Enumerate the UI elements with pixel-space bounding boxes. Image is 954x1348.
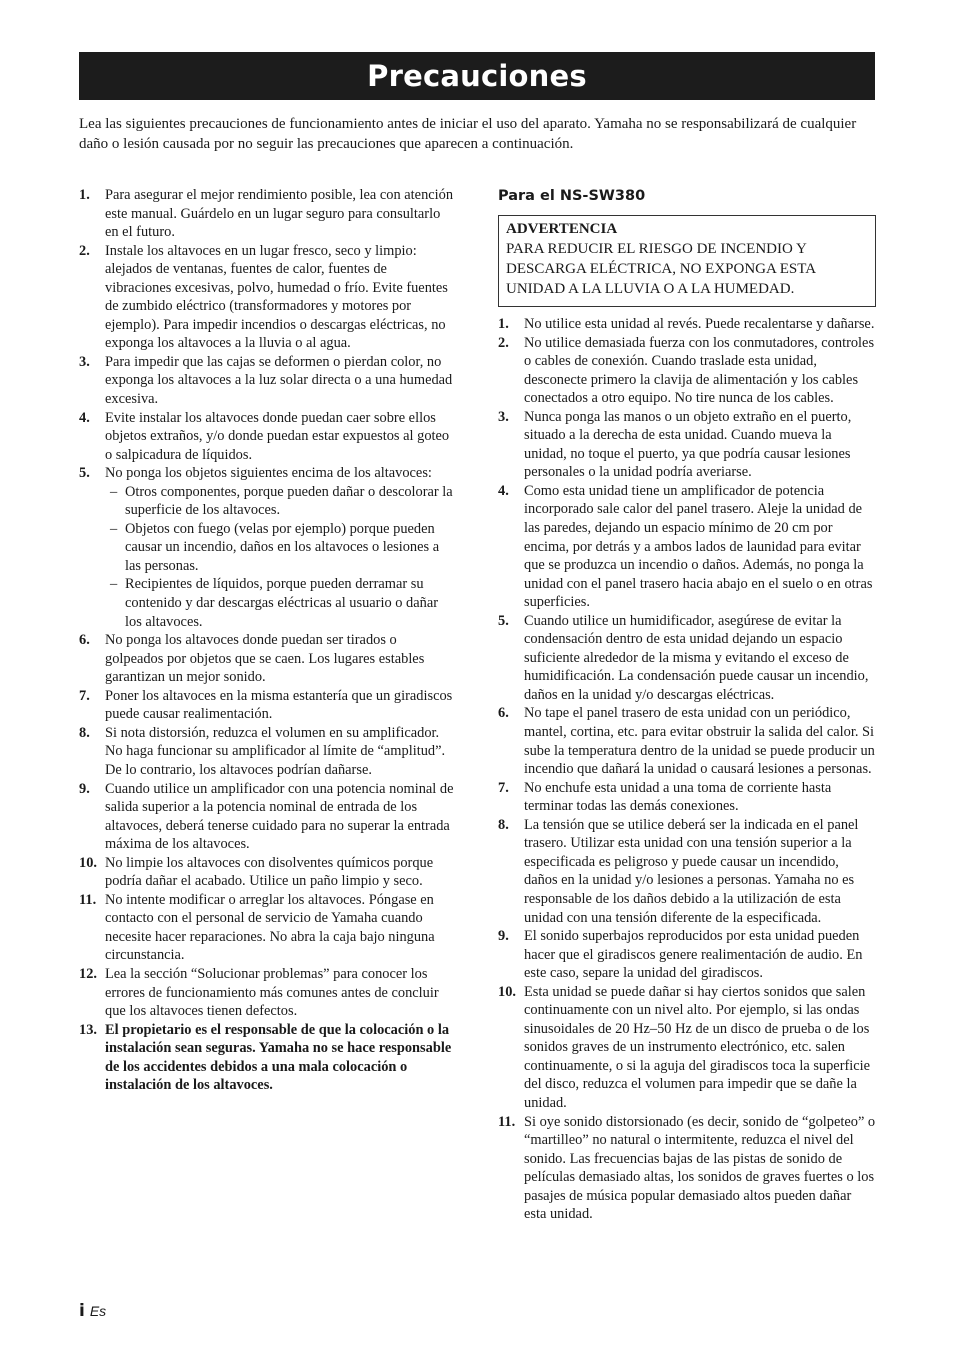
list-item	[498, 1113, 876, 1224]
item-text: Si oye sonido distorsionado (es decir, sonido de “golpeteo” o “martilleo” no natural o intermitente, reduzca el nivel del sonido. Las frecuencias bajas de las pistas de sonido de películas demasiado altas, los sonidos de graves fuertes o los pasajes de música popular demasiado altos pueden dañar esta unidad.	[524, 1113, 876, 1223]
list-item	[79, 631, 455, 687]
list-item	[79, 854, 455, 891]
sub-item-text: Otros componentes, porque pueden dañar o descolorar la superficie de los altavoces.	[125, 483, 453, 519]
list-item	[79, 242, 455, 353]
item-text: No enchufe esta unidad a una toma de corriente hasta terminar todas las demás conexiones.	[524, 779, 832, 815]
list-item	[79, 965, 455, 1021]
list-item	[79, 1021, 455, 1095]
item-text: Cuando utilice un humidificador, asegúrese de evitar la condensación dentro de esta unidad dejando un espacio suficiente alrededor de la misma y evitando el exceso de humidificación. La condensación puede causar un incendio, daños en la unidad y/o descargas eléctricas.	[524, 612, 869, 703]
item-number: 10.	[498, 983, 516, 1000]
item-number: 5.	[498, 612, 509, 629]
list-item	[79, 186, 455, 242]
item-number: 11.	[498, 1113, 516, 1130]
item-text: No tape el panel trasero de esta unidad con un periódico, mantel, cortina, etc. para evitar obstruir la salida del calor. Si sube la temperatura dentro de la unidad se puede producir un incendio que dañará la unidad o causará lesiones a personas.	[524, 705, 875, 778]
item-number: 11.	[79, 891, 97, 908]
item-number: 4.	[498, 482, 509, 499]
list-item	[498, 334, 876, 408]
list-item	[498, 983, 876, 1113]
dash-marker: –	[110, 483, 118, 500]
item-text: Esta unidad se puede dañar si hay ciertos sonidos que salen continuamente con un nivel alto. Por ejemplo, si las ondas sinusoidales de 20 Hz–50 Hz de un disco de prueba o de los sonidos graves de un instrumento electrónico, etc. salen continuamente, o si la aguja del giradiscos toca la superficie del disco, reduzca el volumen para impedir que se dañe la unidad.	[524, 983, 871, 1111]
item-text: No intente modificar o arreglar los altavoces. Póngase en contacto con el personal de servicio de Yamaha cuando necesite hacer reparaciones. No abra la caja bajo ninguna circunstancia.	[105, 891, 435, 964]
sub-item-text: Recipientes de líquidos, porque pueden derramar su contenido y dar descargas eléctricas al usuario o dañar los altavoces.	[125, 576, 438, 630]
item-text: Poner los altavoces en la misma estantería que un giradiscos puede causar realimentación.	[105, 687, 453, 723]
list-item	[498, 408, 876, 482]
list-item	[498, 779, 876, 816]
list-item	[79, 409, 455, 465]
item-number: 6.	[79, 632, 90, 649]
item-text: No limpie los altavoces con disolventes químicos porque podría dañar el acabado. Utilice un paño limpio y seco.	[105, 854, 434, 890]
warning-title: ADVERTENCIA	[506, 221, 618, 237]
page-number: i	[79, 1301, 85, 1321]
item-text: Como esta unidad tiene un amplificador de potencia incorporado sale calor del panel trasero. Aleje la unidad de las paredes, dejando un espacio mínimo de 20 cm por encima, por detrás y a ambos lados de launidad para evitar que se produzca un incendio o daños. Además, no ponga la unidad con el panel trasero hacia abajo en el suelo o en otras superficies.	[524, 482, 873, 611]
sub-item-text: Objetos con fuego (velas por ejemplo) porque pueden causar un incendio, daños en los altavoces o lesiones a las personas.	[125, 520, 440, 574]
item-number: 9.	[79, 780, 90, 797]
page-title: Precauciones	[367, 59, 587, 93]
item-text: Cuando utilice un amplificador con una potencia nominal de salida superior a la potencia nominal de entrada de los altavoces, deberá tenerse cuidado para no superar la entrada máxima de los altavoces.	[105, 780, 454, 853]
section-heading: Para el NS-SW380	[498, 188, 646, 204]
item-text: No ponga los objetos siguientes encima de los altavoces:	[105, 465, 432, 482]
item-number: 7.	[79, 687, 90, 704]
item-text: Evite instalar los altavoces donde puedan caer sobre ellos objetos extraños, y/o donde puedan estar expuestos al goteo o salpicadura de líquidos.	[105, 409, 450, 463]
sub-list-item	[105, 520, 455, 576]
item-number: 12.	[79, 965, 97, 982]
item-text: La tensión que se utilice deberá ser la indicada en el panel trasero. Utilizar esta unidad con una tensión superior a la especificada es peligroso y puede causar un incendido, daños en la unidad y/o lesiones a personas. Yamaha no es responsable de los daños debido a la utilización de esta unidad con una tensión diferente de la especificada.	[524, 816, 859, 926]
item-number: 5.	[79, 465, 90, 482]
item-number: 8.	[498, 816, 509, 833]
item-text: Para asegurar el mejor rendimiento posible, lea con atención este manual. Guárdelo en un lugar seguro para consultarlo en el futuro.	[105, 187, 454, 241]
list-item	[498, 612, 876, 705]
dash-marker: –	[110, 576, 118, 593]
item-text: No utilice demasiada fuerza con los conmutadores, controles o cables de conexión. Cuando traslade esta unidad, desconecte primero la clavija de alimentación y los cables conectados a otro equipo. No tire nunca de los cables.	[524, 334, 875, 407]
item-text: No ponga los altavoces donde puedan ser tirados o golpeados por objetos que se caen. Los lugares estables garantizan un mejor sonido.	[105, 632, 425, 686]
list-item	[79, 891, 455, 965]
item-number: 4.	[79, 409, 90, 426]
warning-box	[498, 215, 876, 307]
item-text: Si nota distorsión, reduzca el volumen en su amplificador. No haga funcionar su amplificador al límite de “amplitud”. De lo contrario, los altavoces podrían dañarse.	[105, 724, 446, 778]
list-item	[498, 704, 876, 778]
item-number: 8.	[79, 724, 90, 741]
item-number: 13.	[79, 1021, 97, 1038]
item-text: El propietario es el responsable de que la colocación o la instalación sean seguras. Yamaha no se hace responsable de los accidentes debidos a una mala colocación o instalación de los altavoces.	[105, 1021, 452, 1094]
item-number: 2.	[498, 334, 509, 351]
dash-marker: –	[110, 520, 118, 537]
list-item	[79, 780, 455, 854]
item-number: 1.	[498, 316, 509, 332]
item-number: 7.	[498, 779, 509, 796]
item-number: 1.	[79, 187, 90, 203]
item-text: Nunca ponga las manos o un objeto extraño en el puerto, situado a la derecha de esta unidad. Cuando mueva la unidad, no toque el puerto, ya que podría causar lesiones personales o la unidad podría averiarse.	[524, 408, 852, 481]
item-number: 3.	[498, 408, 509, 425]
language-code: Es	[89, 1303, 107, 1319]
list-item	[79, 724, 455, 780]
item-text: No utilice esta unidad al revés. Puede recalentarse y dañarse.	[524, 316, 875, 332]
warning-body: PARA REDUCIR EL RIESGO DE INCENDIO Y DESCARGA ELÉCTRICA, NO EXPONGA ESTA UNIDAD A LA LLUVIA O A LA HUMEDAD.	[506, 241, 816, 297]
item-number: 6.	[498, 705, 509, 722]
list-item	[498, 482, 876, 612]
list-item	[79, 464, 455, 631]
title-bar	[79, 52, 875, 100]
page-footer	[79, 1301, 106, 1321]
item-text: Para impedir que las cajas se deformen o pierdan color, no exponga los altavoces a la luz solar directa o a una humedad excesiva.	[105, 353, 453, 408]
item-number: 10.	[79, 854, 97, 871]
left-precautions-list	[79, 186, 455, 1095]
list-item	[498, 315, 876, 334]
item-number: 3.	[79, 353, 90, 370]
right-column	[498, 186, 876, 1224]
item-text: Lea la sección “Solucionar problemas” para conocer los errores de funcionamiento más comunes antes de concluir que los altavoces tienen defectos.	[105, 965, 439, 1020]
list-item	[498, 927, 876, 983]
item-text: El sonido superbajos reproducidos por esta unidad pueden hacer que el giradiscos genere realimentación de audio. En este caso, separe la unidad del giradiscos.	[524, 928, 863, 982]
item-number: 9.	[498, 928, 509, 945]
sub-list-item	[105, 575, 455, 631]
list-item	[79, 353, 455, 409]
list-item	[79, 687, 455, 724]
right-precautions-list	[498, 315, 876, 1224]
left-column	[79, 186, 455, 1095]
sub-list	[105, 483, 455, 631]
item-number: 2.	[79, 242, 90, 259]
sub-list-item	[105, 483, 455, 520]
list-item	[498, 816, 876, 927]
item-text: Instale los altavoces en un lugar fresco, seco y limpio: alejados de ventanas, fuentes de calor, fuentes de vibraciones excesivas, polvo, humedad o frío. Evite fuentes de zumbido eléctrico (transformadores y motores por ejemplo). Para impedir incendios o descargas eléctricas, no exponga los altavoces a la lluvia o al agua.	[105, 242, 448, 352]
intro-paragraph: Lea las siguientes precauciones de funcionamiento antes de iniciar el uso del aparato. Yamaha no se responsabilizará de cualquier daño o lesión causada por no seguir las precauciones que aparecen a continuación.	[79, 116, 857, 152]
